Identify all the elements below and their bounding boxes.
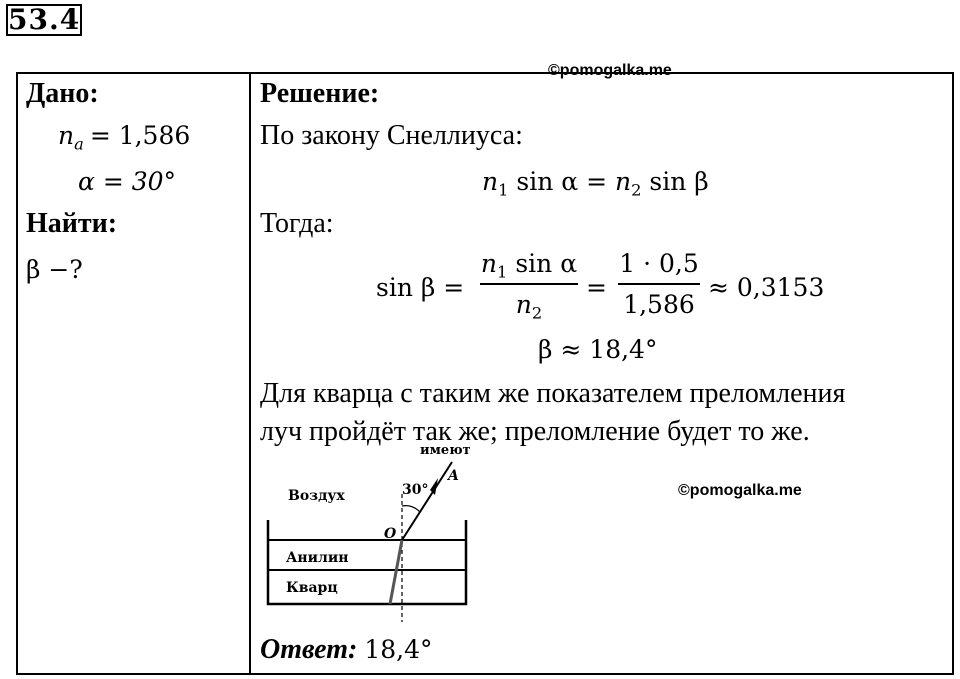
snell-equation [482, 166, 709, 198]
fraction-snell-numerator: $n_1$ sin α [480, 249, 578, 282]
given-angle: α = 30° [78, 167, 177, 196]
answer-value: 18,4° [364, 635, 433, 664]
quartz-line-2: луч пройдёт так же; преломление будет то же. [260, 416, 810, 447]
snell-n2: n [615, 167, 632, 196]
snell-mid: sin α = [508, 167, 615, 196]
quartz-label: Кварц [286, 580, 338, 596]
sin-beta-lhs: sin β = [376, 273, 465, 302]
equals-sign: = [586, 273, 607, 302]
aniline-label: Анилин [286, 550, 349, 566]
find-heading: Найти: [26, 208, 118, 239]
refraction-figure [262, 443, 492, 622]
fraction-snell-denominator: $n_2$ [515, 290, 543, 323]
snell-n1-sub: 1 [498, 180, 509, 200]
refraction-diagram [262, 443, 492, 622]
fraction-numeric-denominator: 1,586 [623, 290, 695, 319]
solution-heading: Решение: [260, 78, 380, 109]
problem-number: 53.4 [8, 3, 81, 36]
fraction-numeric [618, 248, 700, 321]
fraction-snell [480, 248, 578, 321]
then-label: Тогда: [260, 208, 334, 239]
n-value: = 1,586 [89, 121, 191, 150]
column-divider [249, 72, 251, 675]
watermark-top: ©pomogalka.me [548, 62, 672, 79]
snell-intro: По закону Снеллиуса: [260, 120, 523, 151]
answer-label: Ответ: [260, 634, 358, 665]
n-subscript: a [74, 134, 84, 154]
angle-label: 30° [402, 482, 429, 498]
point-a-label: A [448, 468, 459, 484]
beta-result: β ≈ 18,4° [538, 335, 658, 364]
watermark-mid: ©pomogalka.me [678, 482, 802, 499]
given-heading: Дано: [26, 78, 99, 109]
given-refractive-index [58, 120, 190, 152]
snell-n2-sub: 2 [631, 180, 642, 200]
quartz-line-1: Для кварца с таким же показателем преломления [260, 378, 846, 409]
approx-result: ≈ 0,3153 [708, 273, 825, 302]
air-label: Воздух [288, 488, 345, 504]
find-value: β −? [26, 255, 83, 284]
fraction-numeric-numerator: 1 · 0,5 [619, 249, 699, 278]
answer-line [260, 634, 433, 666]
snell-n1: n [482, 167, 499, 196]
point-o-label: O [384, 526, 397, 542]
clipped-text: имеют [420, 443, 471, 458]
n-symbol: n [58, 121, 75, 150]
snell-end: sin β [641, 167, 709, 196]
